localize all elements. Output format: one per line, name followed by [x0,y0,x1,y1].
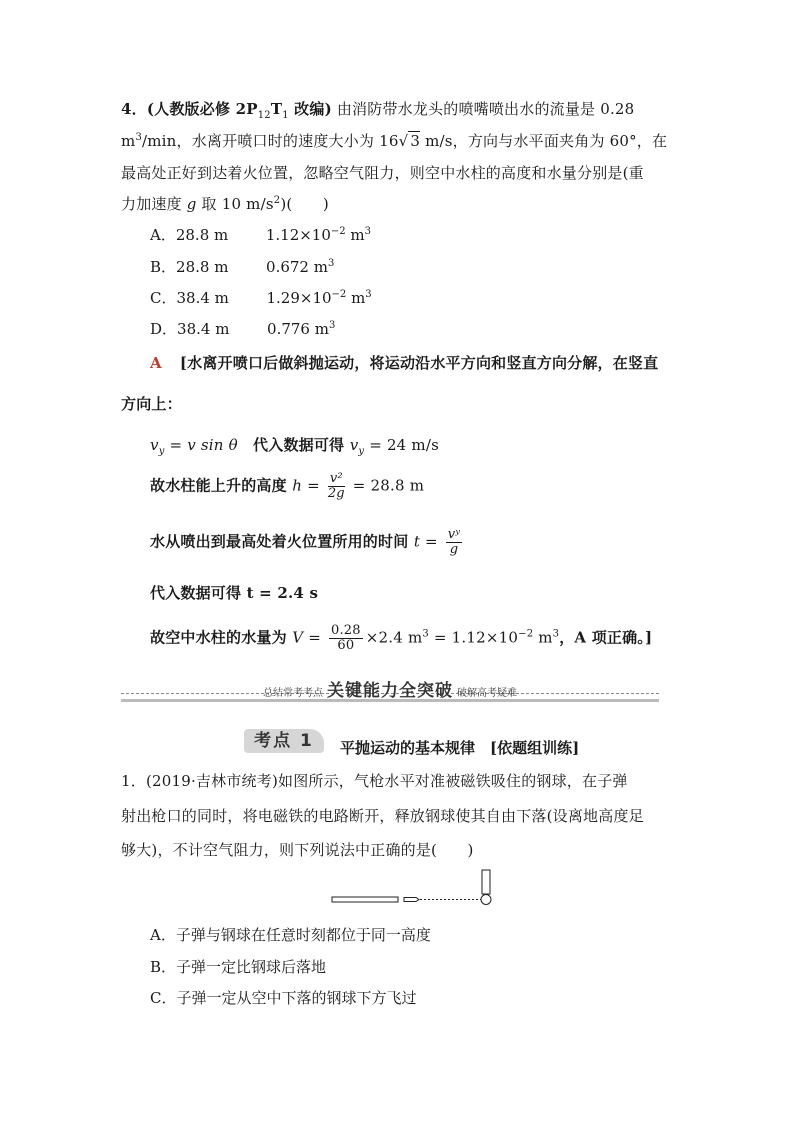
steel-ball [481,895,491,905]
solution-eq-2: 故水柱能上升的高度 h = $\frac{\text{v²}}{2g}$ = 28.8 m [150,471,425,501]
solution-eq-4: 代入数据可得 t = 2.4 s [150,584,319,602]
q1-line-3: 够大)，不计空气阻力，则下列说法中正确的是( ) [121,841,474,859]
q4-option-d: D．38.4 m 0.776 $m^3$ [150,320,336,338]
solution-eq-3: 水从喷出到最高处着火位置所用的时间 t = $\frac{\text{vʸ}}{g}$ [150,527,461,557]
solution-eq-5: 故空中水柱的水量为 V = $\frac{0.28}{60}$ ×2.4 $m^3 = 1.12\times 10^{-2}$ $m^3$，A 项正确。] [150,623,653,653]
answer-badge: A [150,354,162,372]
q1-option-c: C．子弹一定从空中下落的钢球下方飞过 [150,989,417,1007]
section-banner: 总结常考考点 关键能力全突破 破解高考疑难 [263,681,517,701]
solution-eq-1: $v_y = v$ sin θ 代入数据可得 $v_y = 24$ m/s [150,436,439,457]
q4-line-1: 4．(人教版必修 $2P_{12}T_1$ 改编) 由消防带水龙头的喷嘴喷出水的流量是 0.28 [121,100,635,121]
q1-line-2: 射出枪口的同时，将电磁铁的电路断开，释放钢球使其自由下落(设离地高度足 [121,807,644,825]
gun-barrel [332,897,398,902]
q4-line-3: 最高处正好到达着火位置，忽略空气阻力，则空中水柱的高度和水量分别是(重 [121,164,644,182]
electromagnet [482,870,490,894]
section-title: 平抛运动的基本规律 [依题组训练] [340,739,580,757]
solution-line-2: 方向上： [121,395,182,413]
q1-line-1: 1．(2019·吉林市统考)如图所示，气枪水平对准被磁铁吸住的钢球，在子弹 [121,772,628,790]
q4-line-4: 力加速度 g 取 10 $m/s^2$)( ) [121,195,329,213]
kaodian-badge: 考点 1 [244,729,324,753]
q4-option-a: A．28.8 m $1.12\times 10^{-2}$ $m^3$ [150,226,372,244]
q4-line-2: $m^3/\min$，水离开喷口时的速度大小为 16√ 3 m/s，方向与水平面夹角为 60°，在 [121,132,668,150]
q4-option-b: B．28.8 m 0.672 $m^3$ [150,258,335,276]
q1-option-b: B．子弹一定比钢球后落地 [150,958,327,976]
gun-ball-diagram [330,868,500,913]
bullet [404,898,419,902]
q1-option-a: A．子弹与钢球在任意时刻都位于同一高度 [150,926,431,944]
solution-line-1: A [水离开喷口后做斜抛运动，将运动沿水平方向和竖直方向分解，在竖直 [150,354,659,372]
q4-option-c: C．38.4 m $1.29\times 10^{-2}$ $m^3$ [150,289,372,307]
